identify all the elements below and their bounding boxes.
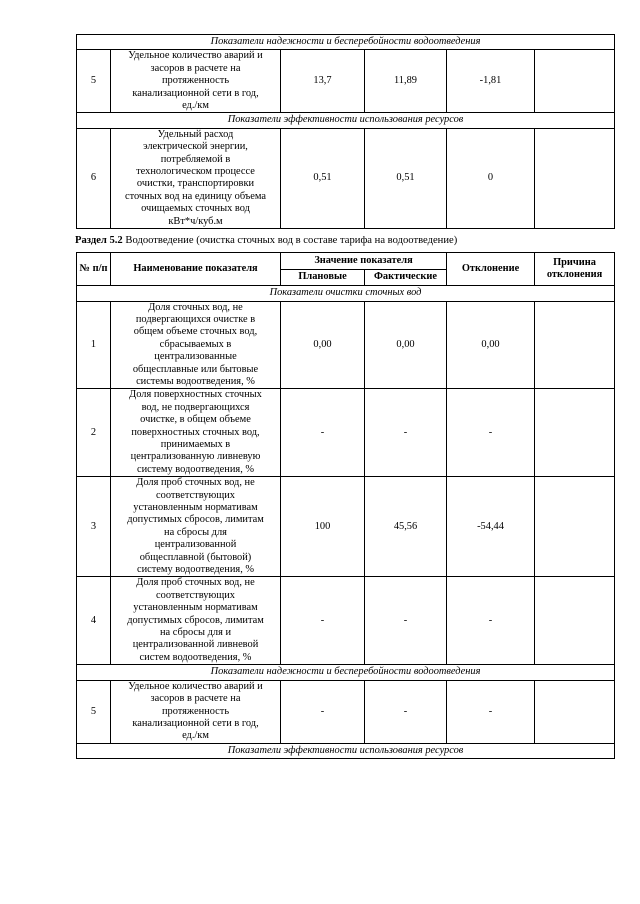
indicator-name	[111, 477, 281, 577]
indicator-name-line: установленным нормативам	[133, 602, 258, 614]
row-number: 1	[77, 301, 111, 389]
column-header-value-group: Значение показателя	[281, 253, 447, 270]
wastewater-indicators-table	[76, 252, 615, 759]
indicator-name-line: Доля проб сточных вод, не	[136, 577, 255, 589]
indicator-name-line: протяженность	[161, 75, 230, 87]
plan-value: 13,7	[281, 50, 365, 113]
deviation-value: -1,81	[447, 50, 535, 113]
indicator-name-line: Удельное количество аварий и	[128, 50, 263, 62]
indicator-name-line: засоров в расчете на	[150, 693, 241, 705]
indicator-name-line: Удельное количество аварий и	[128, 680, 263, 692]
deviation-reason	[535, 477, 615, 577]
plan-value: -	[281, 577, 365, 665]
fact-value: -	[365, 577, 447, 665]
row-number: 5	[77, 50, 111, 113]
indicator-name-line: централизованную ливневую	[130, 451, 261, 463]
fact-value: -	[365, 389, 447, 477]
indicator-name-line: подвергающихся очистке в	[135, 313, 256, 325]
indicator-name-line: систему водоотведения, %	[136, 463, 255, 475]
deviation-reason	[535, 128, 615, 228]
indicator-name	[111, 301, 281, 389]
indicator-name-line: потребляемой в	[160, 153, 231, 165]
deviation-reason	[535, 301, 615, 389]
section-title: Показатели надежности и бесперебойности водоотведения	[77, 665, 615, 680]
deviation-value: -54,44	[447, 477, 535, 577]
row-number: 6	[77, 128, 111, 228]
indicator-name-line: очищаемых сточных вод	[141, 203, 250, 215]
indicator-name-line: общем объеме сточных вод,	[133, 326, 258, 338]
indicator-name-line: электрической энергии,	[143, 141, 248, 153]
indicator-name-line: общесплавной (бытовой)	[139, 551, 252, 563]
deviation-value: -	[447, 577, 535, 665]
section-title: Показатели эффективности использования ресурсов	[77, 113, 615, 128]
row-number: 5	[77, 680, 111, 743]
indicator-name-line: допустимых сбросов, лимитам	[127, 614, 264, 626]
indicator-name-line: Удельный расход	[157, 128, 234, 140]
indicator-name-line: на сбросы для и	[159, 627, 232, 639]
deviation-reason	[535, 577, 615, 665]
indicator-name-line: канализационной сети в год,	[132, 87, 259, 99]
indicator-name-line: ед./км	[182, 730, 209, 742]
indicator-name-line: систем водоотведения, %	[139, 651, 252, 663]
table-row	[77, 477, 615, 577]
indicator-name-line: очистке, в общем объеме	[140, 414, 251, 426]
deviation-reason	[535, 680, 615, 743]
section-title: Показатели очистки сточных вод	[77, 286, 615, 301]
indicator-name-line: засоров в расчете на	[150, 62, 241, 74]
indicator-name	[111, 577, 281, 665]
wastewater-indicators-table-body	[77, 286, 615, 759]
section-heading-text: Водоотведение (очистка сточных вод в составе тарифа на водоотведение)	[122, 235, 458, 247]
indicator-name-line: сбрасываемых в	[159, 338, 232, 350]
indicator-name-line: канализационной сети в год,	[132, 717, 259, 729]
indicator-name-line: Доля сточных вод, не	[148, 301, 243, 313]
row-number: 2	[77, 389, 111, 477]
indicator-name-line: централизованные	[154, 351, 237, 363]
indicator-name-line: кВт*ч/куб.м	[168, 215, 223, 227]
indicator-name-line: соответствующих	[156, 589, 235, 601]
indicator-name-line: централизованной ливневой	[132, 639, 259, 651]
indicator-name-line: очистки, транспортировки	[136, 178, 255, 190]
plan-value: -	[281, 680, 365, 743]
section-row	[77, 113, 615, 128]
column-header-fact: Фактические	[365, 270, 447, 286]
deviation-value: -	[447, 680, 535, 743]
plan-value: -	[281, 389, 365, 477]
indicators-table-continued-body	[77, 35, 615, 229]
indicator-name-line: вод, не подвергающихся	[141, 401, 250, 413]
indicator-name-line: поверхностных сточных вод,	[131, 426, 260, 438]
plan-value: 0,00	[281, 301, 365, 389]
indicator-name	[111, 389, 281, 477]
fact-value: -	[365, 680, 447, 743]
fact-value: 0,51	[365, 128, 447, 228]
section-row	[77, 743, 615, 758]
indicator-name-line: протяженность	[161, 705, 230, 717]
column-header-name: Наименование показателя	[111, 253, 281, 286]
indicator-name-line: ед./км	[182, 100, 209, 112]
indicator-name-line: на сбросы для	[164, 526, 227, 538]
column-header-plan: Плановые	[281, 270, 365, 286]
table-row	[77, 577, 615, 665]
indicator-name-line: принимаемых в	[160, 438, 231, 450]
indicator-name-line: Доля поверхностных сточных	[129, 389, 262, 401]
indicator-name-line: сточных вод на единицу объема	[124, 190, 266, 202]
indicator-name-line: технологическом процессе	[136, 166, 255, 178]
indicator-name	[111, 128, 281, 228]
column-header-reason: Причина отклонения	[535, 253, 615, 286]
fact-value: 0,00	[365, 301, 447, 389]
deviation-value: 0,00	[447, 301, 535, 389]
indicator-name	[111, 50, 281, 113]
section-row	[77, 286, 615, 301]
plan-value: 0,51	[281, 128, 365, 228]
table-row	[77, 128, 615, 228]
document-page	[76, 34, 614, 759]
table-row	[77, 389, 615, 477]
table-row	[77, 50, 615, 113]
column-header-number: № п/п	[77, 253, 111, 286]
table-row	[77, 680, 615, 743]
section-heading	[75, 234, 614, 247]
plan-value: 100	[281, 477, 365, 577]
indicator-name-line: централизованной	[154, 539, 237, 551]
indicators-table-continued	[76, 34, 615, 229]
column-header-deviation: Отклонение	[447, 253, 535, 286]
deviation-reason	[535, 389, 615, 477]
section-heading-number: Раздел 5.2	[75, 235, 123, 247]
indicator-name-line: допустимых сбросов, лимитам	[127, 514, 264, 526]
indicator-name-line: соответствующих	[156, 489, 235, 501]
section-title: Показатели эффективности использования ресурсов	[77, 743, 615, 758]
row-number: 4	[77, 577, 111, 665]
table-row	[77, 301, 615, 389]
section-row	[77, 665, 615, 680]
indicator-name	[111, 680, 281, 743]
indicator-name-line: систему водоотведения, %	[136, 564, 255, 576]
row-number: 3	[77, 477, 111, 577]
deviation-value: -	[447, 389, 535, 477]
fact-value: 45,56	[365, 477, 447, 577]
section-title: Показатели надежности и бесперебойности водоотведения	[77, 35, 615, 50]
deviation-value: 0	[447, 128, 535, 228]
indicator-name-line: установленным нормативам	[133, 502, 258, 513]
indicator-name-line: системы водоотведения, %	[136, 375, 255, 387]
section-row	[77, 35, 615, 50]
fact-value: 11,89	[365, 50, 447, 113]
indicator-name-line: общесплавные или бытовые	[132, 363, 259, 375]
deviation-reason	[535, 50, 615, 113]
indicator-name-line: Доля проб сточных вод, не	[136, 477, 255, 489]
